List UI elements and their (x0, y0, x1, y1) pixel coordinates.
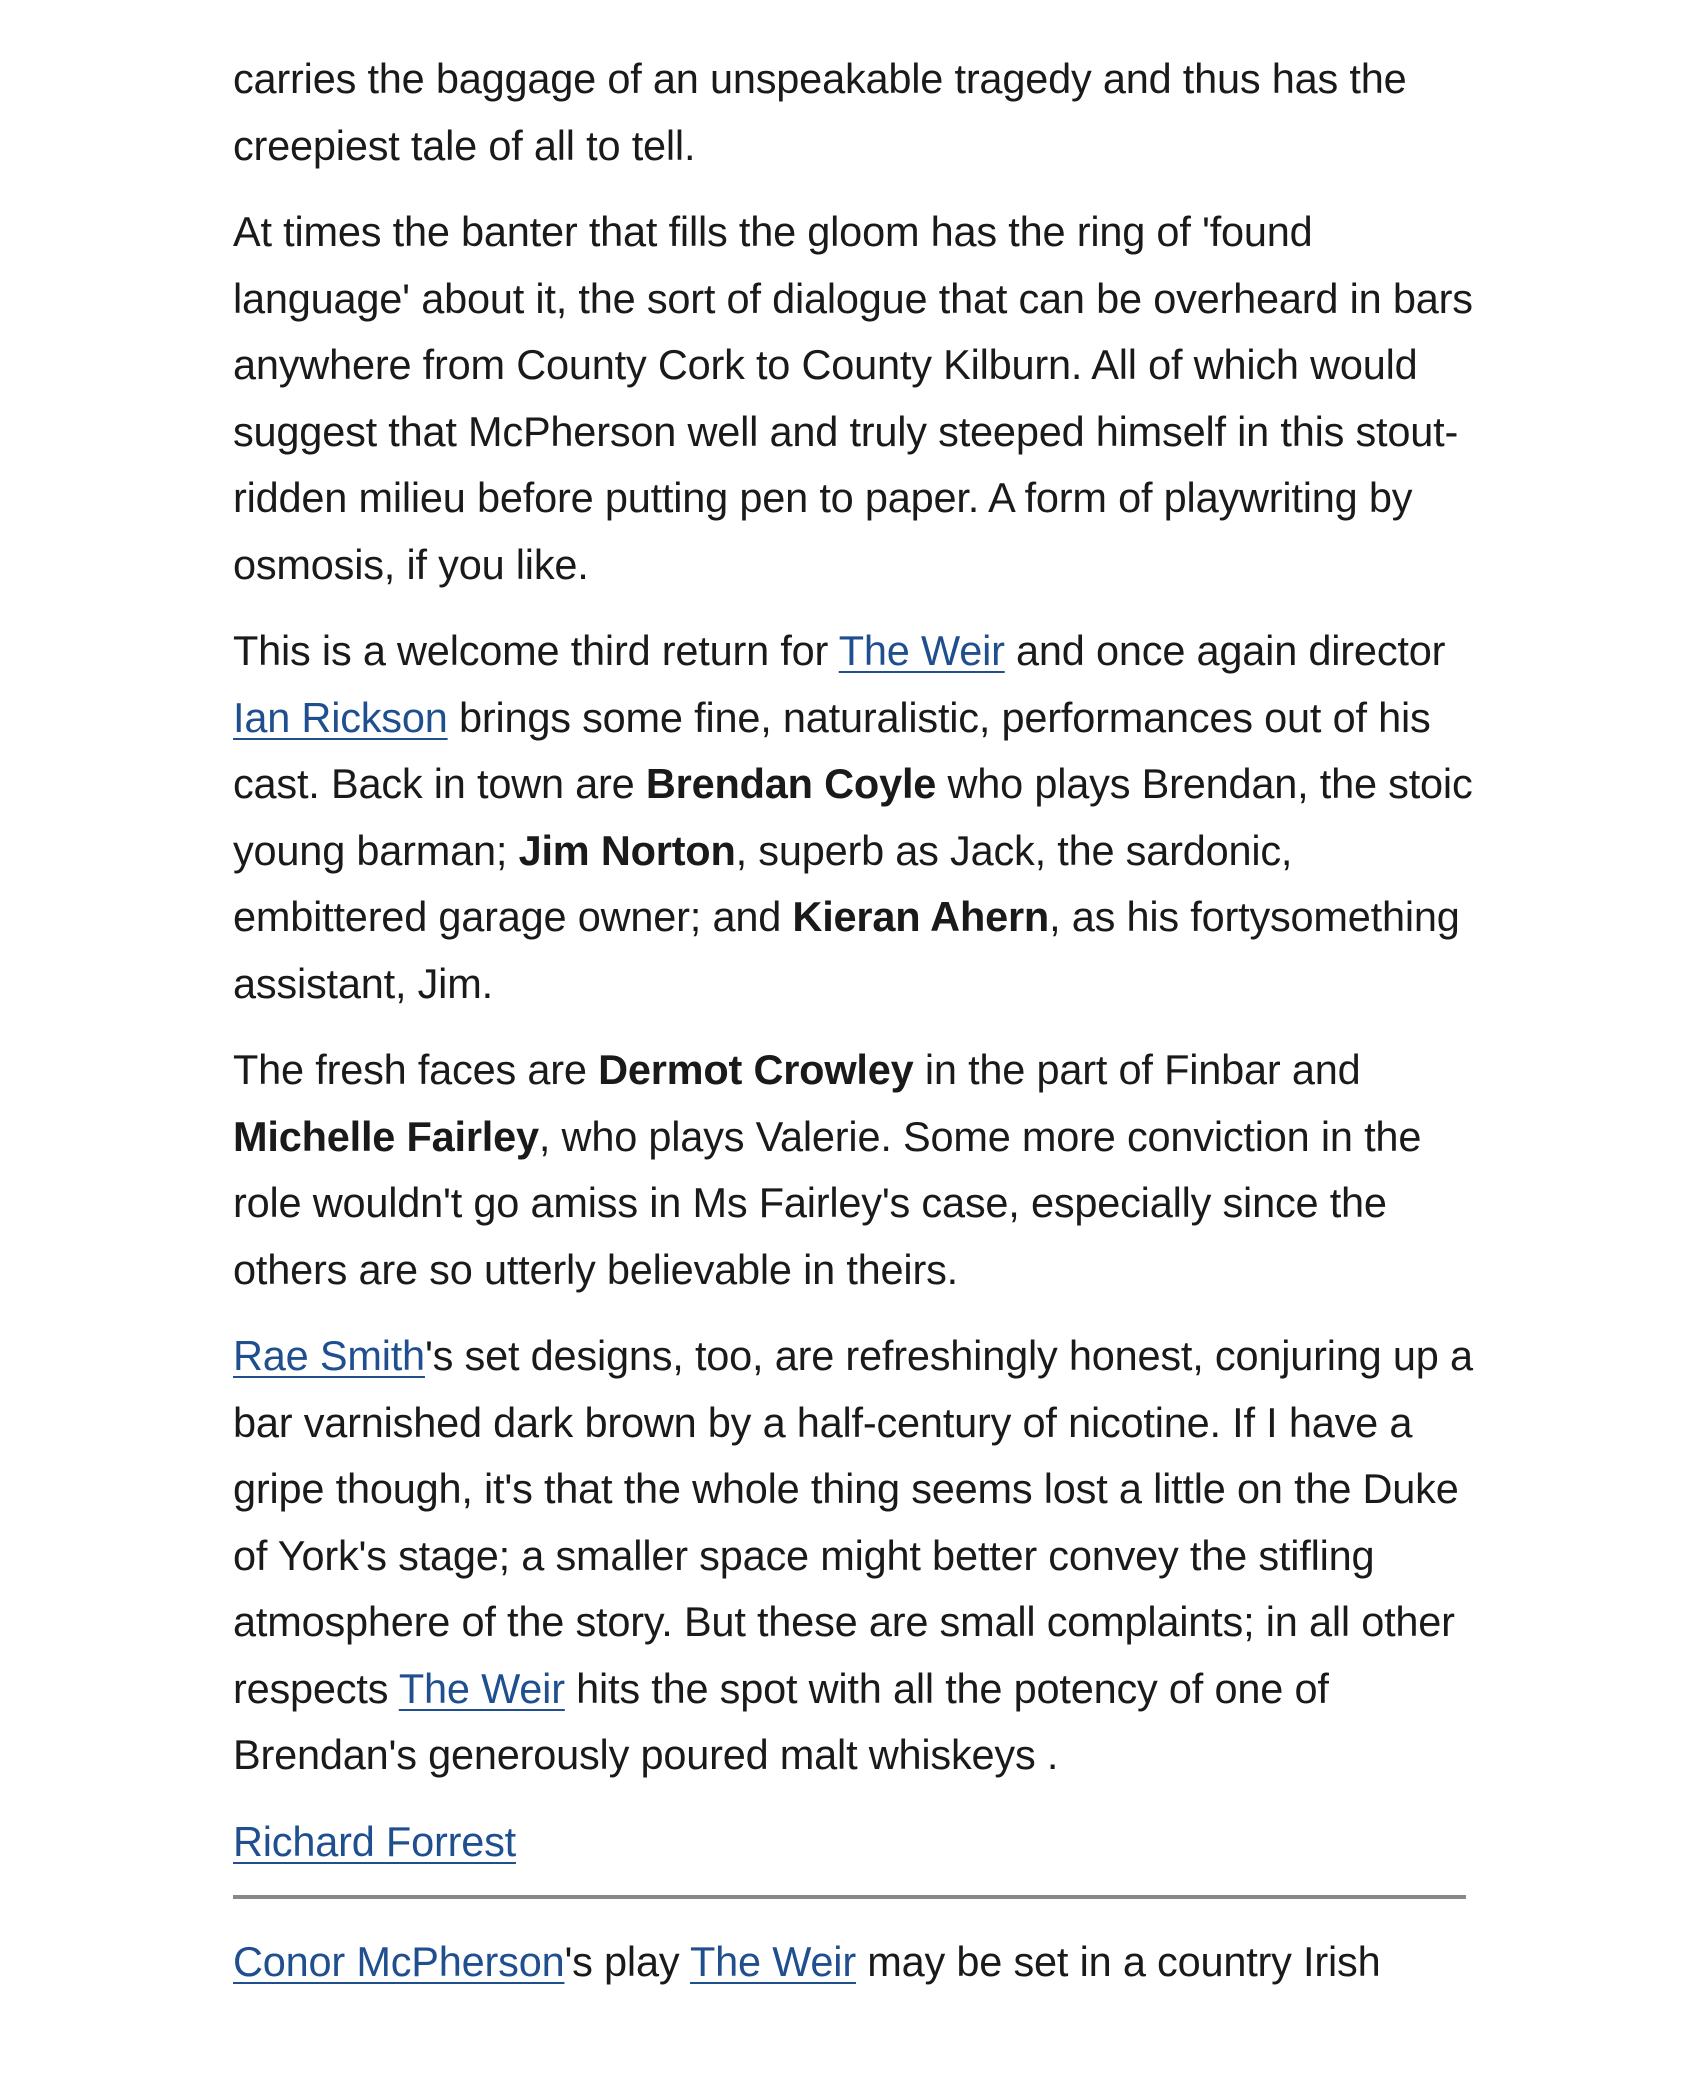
article-body (233, 46, 1473, 2016)
link-conor-mcpherson[interactable]: Conor McPherson (233, 1938, 565, 1985)
paragraph-6 (233, 1929, 1473, 1996)
paragraph-3 (233, 618, 1473, 1017)
paragraph-3-text-4: who plays Brendan, the stoic young barman; (233, 760, 1473, 874)
section-divider (233, 1895, 1466, 1899)
paragraph-3-text-3: brings some fine, naturalistic, performances out of his cast. Back in town are (233, 693, 1431, 807)
link-richard-forrest[interactable]: Richard Forrest (233, 1817, 516, 1865)
link-the-weir-3[interactable]: The Weir (689, 1938, 856, 1985)
paragraph-4-text-1: The fresh faces are (233, 1046, 599, 1093)
paragraph-3-text-6: , as his fortysomething assistant, Jim. (233, 893, 1460, 1007)
actor-name-kieran-ahern: Kieran Ahern (792, 893, 1050, 940)
paragraph-3-text-5: , superb as Jack, the sardonic, embittered garage owner; and (233, 826, 1293, 940)
link-the-weir-2[interactable]: The Weir (398, 1664, 565, 1712)
paragraph-3-text-1: This is a welcome third return for (233, 627, 839, 674)
paragraph-5 (233, 1323, 1473, 1789)
paragraph-2-text: At times the banter that fills the gloom has the ring of 'found language' about it, the sort of dialogue that can be overheard in bars anywhere from County Cork to County Kilburn. All of which would suggest that McPherson well and truly steeped himself in this stout-ridden milieu before putting pen to paper. A form of playwriting by osmosis, if you like. (233, 208, 1473, 588)
link-rae-smith[interactable]: Rae Smith (233, 1332, 425, 1379)
actor-name-brendan-coyle: Brendan Coyle (645, 760, 937, 807)
actor-name-jim-norton: Jim Norton (518, 826, 736, 874)
author-byline (233, 1809, 1473, 1876)
paragraph-2 (233, 199, 1473, 598)
link-ian-rickson[interactable]: Ian Rickson (233, 693, 448, 741)
paragraph-4 (233, 1037, 1473, 1303)
paragraph-1 (233, 46, 1473, 179)
paragraph-6-text-2: may be set in a country Irish (855, 1938, 1381, 1985)
link-the-weir[interactable]: The Weir (838, 627, 1005, 674)
paragraph-5-text-1: 's set designs, too, are refreshingly honest, conjuring up a bar varnished dark brown by a half-century of nicotine. If I have a gripe though, it's that the whole thing seems lost a little on the Duke of York's stage; a smaller space might better convey the stifling atmosphere of the story. But these are small complaints; in all other respects (233, 1332, 1473, 1712)
paragraph-5-text-2: hits the spot with all the potency of one of Brendan's generously poured malt whiskeys . (233, 1664, 1329, 1778)
actor-name-dermot-crowley: Dermot Crowley (598, 1046, 914, 1093)
paragraph-3-text-2: and once again director (1004, 627, 1446, 674)
actor-name-michelle-fairley: Michelle Fairley (233, 1112, 539, 1160)
paragraph-1-text: carries the baggage of an unspeakable tragedy and thus has the creepiest tale of all to tell. (233, 55, 1407, 169)
paragraph-6-text-1: 's play (564, 1938, 690, 1985)
paragraph-4-text-3: , who plays Valerie. Some more conviction in the role wouldn't go amiss in Ms Fairley's case, especially since the others are so utterly believable in theirs. (233, 1112, 1422, 1293)
paragraph-4-text-2: in the part of Finbar and (913, 1046, 1361, 1093)
